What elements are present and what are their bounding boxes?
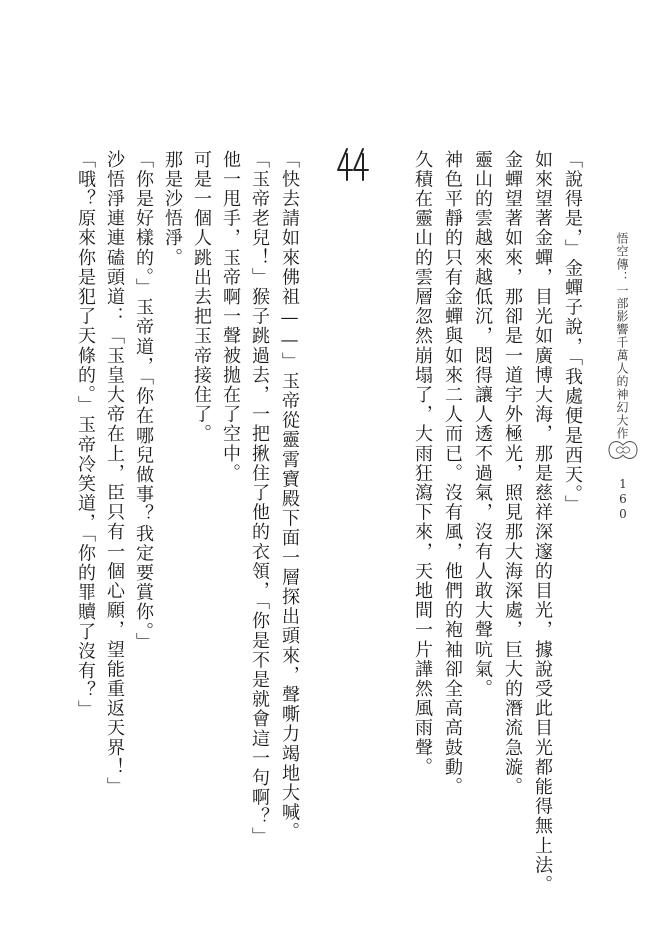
running-header-title: 悟空傳：一部影響千萬人的神幻大作 xyxy=(615,232,629,440)
paragraph: 「玉帝老兒！」猴子跳過去，一把揪住了他的衣領，「你是不是就會這一句啊？」 xyxy=(249,150,270,847)
paragraph: 靈山的雲越來越低沉，悶得讓人透不過氣，沒有人敢大聲吭氣。 xyxy=(472,150,493,699)
paragraph: 沙悟淨連連磕頭道：「玉皇大帝在上，臣只有一個心願，望能重返天界！」 xyxy=(104,150,125,797)
paragraph: 金蟬望著如來，那卻是一道宇外極光，照見那大海深處，巨大的潛流急漩。 xyxy=(502,150,523,797)
paragraph: 那是沙悟淨。 xyxy=(162,150,183,268)
paragraph: 他一甩手，玉帝啊一聲被拋在了空中。 xyxy=(220,150,241,484)
paragraph: 「你是好樣的。」玉帝道，「你在哪兒做事？我定要賞你。」 xyxy=(133,150,154,653)
paragraph: 「說得是，」金蟬子說，「我處便是西天。」 xyxy=(562,150,583,515)
paragraph: 神色平靜的只有金蟬與如來二人而已。沒有風，他們的袍袖卻全高高鼓動。 xyxy=(442,150,463,797)
page-number: 160 xyxy=(616,477,630,522)
paragraph: 「快去請如來佛祖——」玉帝從靈霄寶殿下面一層探出頭來，聲嘶力竭地大喊。 xyxy=(279,150,300,842)
ornament-icon xyxy=(606,436,640,464)
section-mark xyxy=(335,146,371,184)
paragraph: 「哦？原來你是犯了天條的。」玉帝冷笑道，「你的罪贖了沒有？」 xyxy=(75,150,96,720)
paragraph: 久積在靈山的雲層忽然崩塌了，大雨狂瀉下來，天地間一片譁然風雨聲。 xyxy=(412,150,433,778)
paragraph: 可是一個人跳出去把玉帝接住了。 xyxy=(191,150,212,444)
paragraph: 如來望著金蟬，目光如廣博大海，那是慈祥深邃的目光，據說受此目光都能得無上法。 xyxy=(532,150,553,895)
